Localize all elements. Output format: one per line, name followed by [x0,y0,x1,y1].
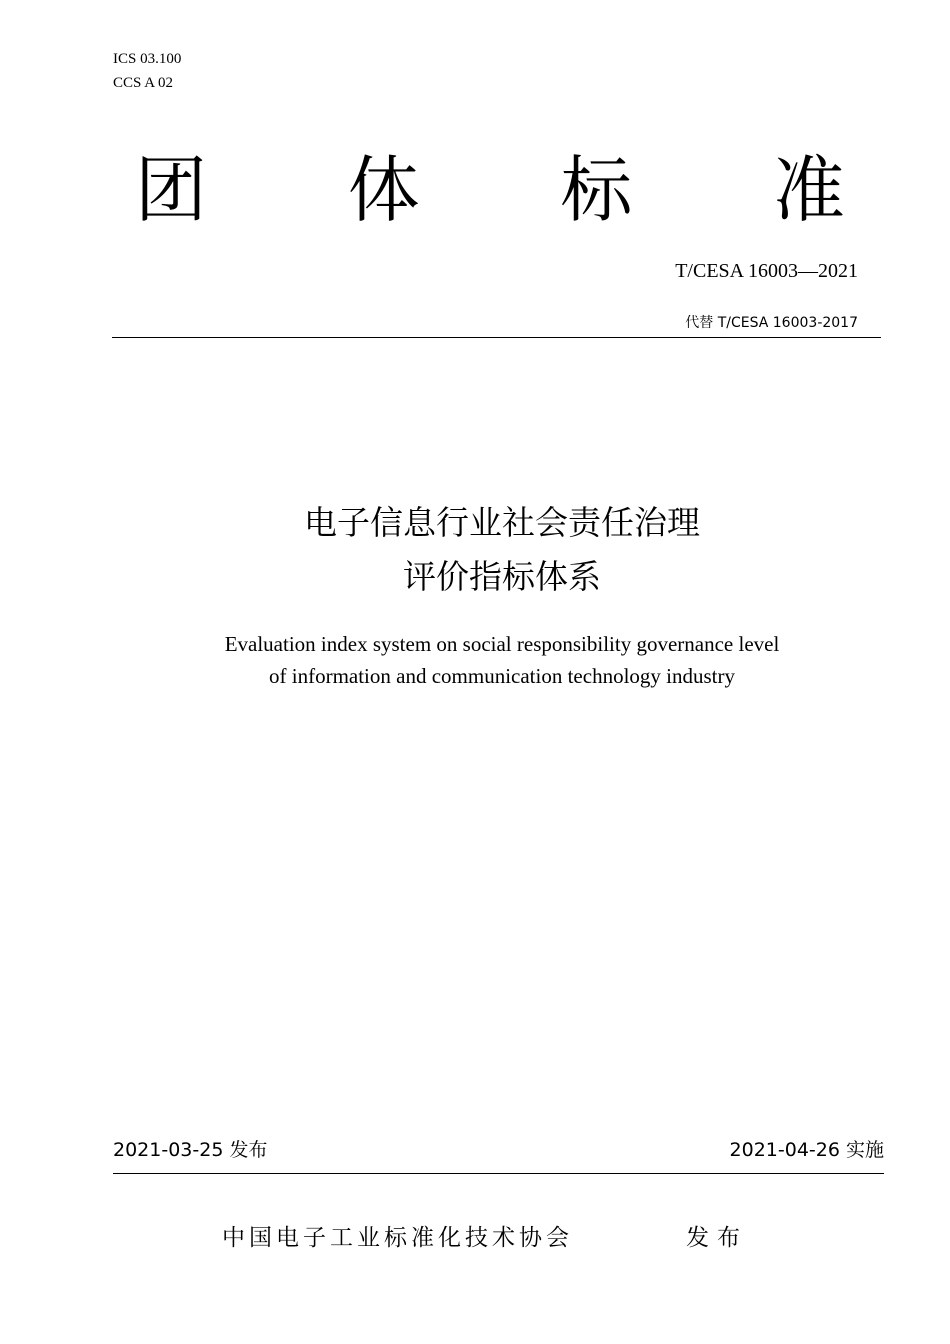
chinese-title-line-2: 评价指标体系 [403,557,601,596]
ccs-code: CCS A 02 [113,75,174,91]
publish-label: 发布 [686,1225,748,1251]
title-char-2: 体 [347,148,420,232]
english-title-line-1: Evaluation index system on social responsibility governance level [224,632,780,656]
chinese-title-line-1: 电子信息行业社会责任治理 [304,503,700,542]
title-char-3: 标 [560,148,633,232]
title-char-1: 团 [135,148,208,232]
footer-divider [113,1173,884,1174]
ics-code: ICS 03.100 [113,51,182,67]
publisher-name: 中国电子工业标准化技术协会 [222,1225,573,1251]
replaces-standard: 代替 T/CESA 16003-2017 [685,315,858,331]
title-char-4: 准 [772,148,845,232]
issue-date: 2021-03-25 发布 [113,1139,268,1161]
standard-number: T/CESA 16003—2021 [675,260,858,282]
english-title-line-2: of information and communication technology industry [269,664,735,688]
document-category-title [135,148,845,232]
implementation-date: 2021-04-26 实施 [729,1139,884,1161]
header-divider [112,337,881,338]
